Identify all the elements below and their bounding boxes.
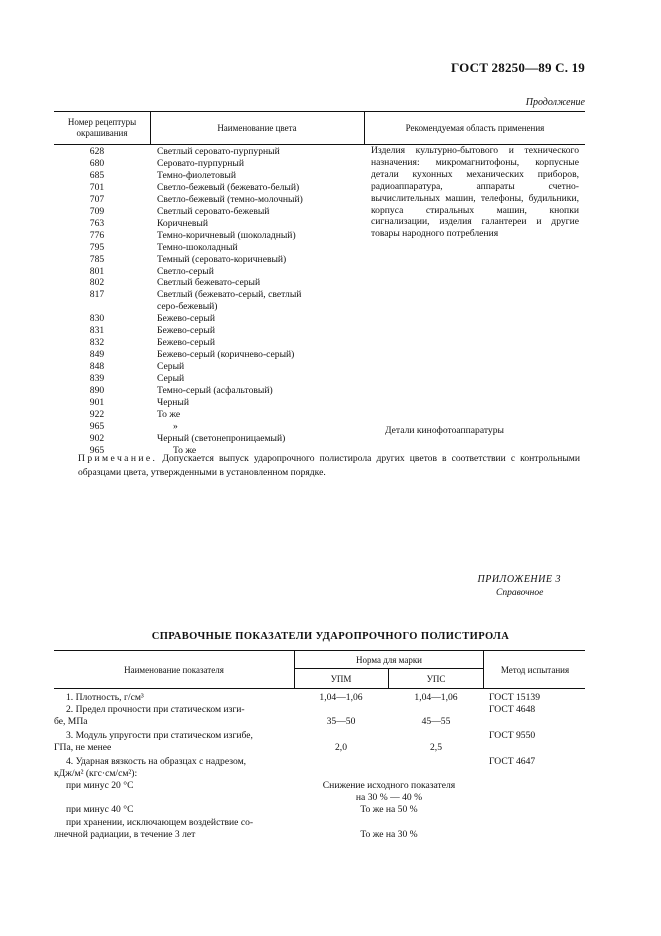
row-impact-storage-cont: лнечной радиации, в течение 3 лет — [54, 829, 196, 840]
density-upm: 1,04—1,06 — [319, 692, 363, 703]
color-code: 685 — [89, 169, 105, 181]
color-name: То же — [173, 444, 197, 456]
color-code: 709 — [89, 205, 105, 217]
color-name: Светлый бежевато-серый — [157, 277, 261, 289]
table2-col-divider — [483, 650, 484, 689]
color-name: Черный (светонепроницаемый) — [157, 432, 286, 444]
color-code: 763 — [89, 217, 105, 229]
color-name: Бежево-серый — [157, 337, 215, 349]
impact-method: ГОСТ 4647 — [489, 756, 536, 767]
color-code: 817 — [89, 289, 105, 301]
color-code: 890 — [89, 385, 105, 396]
color-code: 801 — [89, 265, 105, 277]
modulus-ups: 2,5 — [430, 742, 442, 753]
modulus-method: ГОСТ 9550 — [489, 730, 536, 741]
color-name: Коричневый — [157, 217, 208, 229]
table1-col-divider — [364, 111, 365, 145]
strength-ups: 45—55 — [421, 716, 451, 727]
color-name: Светло-серый — [157, 265, 214, 277]
color-code: 628 — [89, 146, 105, 157]
row-impact-storage: при хранении, исключающем воздействие со- — [66, 817, 254, 828]
color-code: 776 — [89, 229, 105, 241]
color-name: Светлый серовато-бежевый — [157, 205, 270, 217]
header-indicator: Наименование показателя — [124, 665, 224, 675]
note-label: Примечание. — [78, 453, 158, 464]
density-method: ГОСТ 15139 — [489, 692, 540, 703]
color-name: Бежево-серый (коричнево-серый) — [157, 349, 295, 361]
modulus-upm: 2,0 — [335, 742, 347, 753]
density-ups: 1,04—1,06 — [414, 692, 458, 703]
color-code: 795 — [89, 241, 105, 253]
application-main: Изделия культурно-бытового и технического назначения: микромагнитофоны, корпусные детали кухонных механических приборов, радиоаппаратура, аппараты счетно-вычислительных машин, телефоны, будильники, корпуса стиральных машин, кнопки сигнализации, изделия галантереи и другие товары народного потребления — [371, 145, 579, 240]
table2-header-rule — [54, 688, 585, 689]
strength-method: ГОСТ 4648 — [489, 704, 536, 715]
color-code: 802 — [89, 277, 105, 289]
table2-col-divider — [388, 668, 389, 689]
application-last: Детали кинофотоаппаратуры — [385, 425, 504, 436]
appendix-subtitle: Справочное — [496, 588, 544, 598]
table2-title: СПРАВОЧНЫЕ ПОКАЗАТЕЛИ УДАРОПРОЧНОГО ПОЛИСТИРОЛА — [151, 631, 510, 642]
color-code: 701 — [89, 181, 105, 193]
color-name: Светло-бежевый (темно-молочный) — [157, 193, 303, 205]
color-name: Темно-серый (асфальтовый) — [157, 385, 273, 396]
continuation-label: Продолжение — [525, 97, 585, 108]
color-code: 965 — [89, 420, 105, 432]
color-name: Светлый (бежевато-серый, светлый — [157, 289, 302, 301]
header-code: Номер рецептуры окрашивания — [67, 117, 137, 138]
color-name: Черный — [157, 396, 190, 408]
appendix-title: ПРИЛОЖЕНИЕ 3 — [477, 574, 561, 585]
table1-col-divider — [150, 111, 151, 145]
row-modulus-cont: ГПа, не менее — [54, 742, 112, 753]
color-name: Серый — [157, 361, 185, 373]
color-name: Темно-коричневый (шоколадный) — [157, 229, 296, 241]
color-code: 848 — [89, 361, 105, 373]
row-impact: 4. Ударная вязкость на образцах с надрезом, — [66, 756, 247, 767]
header-norm: Норма для марки — [355, 655, 423, 665]
color-code: 680 — [89, 157, 105, 169]
row-impact-minus40: при минус 40 °С — [66, 804, 134, 815]
color-code: 831 — [89, 325, 105, 337]
strength-upm: 35—50 — [326, 716, 356, 727]
row-strength: 2. Предел прочности при статическом изги- — [66, 704, 245, 715]
impact-storage-value: То же на 30 % — [360, 829, 418, 840]
color-name: Серый — [157, 373, 185, 385]
header-upm: УПМ — [330, 674, 352, 684]
color-code: 785 — [89, 253, 105, 265]
table2-col-divider — [294, 650, 295, 689]
impact-minus40-value: То же на 50 % — [360, 804, 418, 815]
row-impact-cont: кДж/м² (кгс·см/см²): — [54, 768, 138, 779]
color-code: 839 — [89, 373, 105, 385]
color-name: Темно-фиолетовый — [157, 169, 236, 181]
color-code: 707 — [89, 193, 105, 205]
header-application: Рекомендуемая область применения — [405, 123, 545, 133]
color-name: Светлый серовато-пурпурный — [157, 146, 280, 157]
color-code: 832 — [89, 337, 105, 349]
color-name: Темно-шоколадный — [157, 241, 238, 253]
color-code: 922 — [89, 408, 105, 420]
color-code: 830 — [89, 313, 105, 325]
color-name: Бежево-серый — [157, 325, 215, 337]
color-code: 849 — [89, 349, 105, 361]
color-name: Серовато-пурпурный — [157, 157, 245, 169]
header-method: Метод испытания — [500, 665, 570, 675]
row-density: 1. Плотность, г/см³ — [66, 692, 144, 703]
color-name: серо-бежевый) — [157, 301, 218, 313]
table1-top-rule — [54, 111, 585, 112]
header-color-name: Наименование цвета — [217, 123, 297, 133]
note — [78, 452, 580, 480]
impact-minus20-value: Снижение исходного показателя — [322, 780, 456, 791]
row-modulus: 3. Модуль упругости при статическом изгибе, — [66, 730, 253, 741]
table2-top-rule — [54, 650, 585, 651]
note-text: Допускается выпуск ударопрочного полистирола других цветов в соответствии с контрольными образцами цвета, утвержденными в установленном порядке. — [78, 453, 580, 478]
row-impact-minus20: при минус 20 °С — [66, 780, 134, 791]
color-code: 965 — [89, 444, 105, 456]
color-name: То же — [157, 408, 181, 420]
color-name: Темный (серовато-коричневый) — [157, 253, 287, 265]
header-ups: УПС — [426, 674, 446, 684]
page-header: ГОСТ 28250—89 С. 19 — [451, 60, 585, 75]
color-code: 902 — [89, 432, 105, 444]
impact-minus20-value-cont: на 30 % — 40 % — [355, 792, 423, 803]
row-strength-cont: бе, МПа — [54, 716, 88, 727]
color-name: » — [173, 420, 178, 432]
color-code: 901 — [89, 396, 105, 408]
color-name: Светло-бежевый (бежевато-белый) — [157, 181, 300, 193]
color-name: Бежево-серый — [157, 313, 215, 325]
